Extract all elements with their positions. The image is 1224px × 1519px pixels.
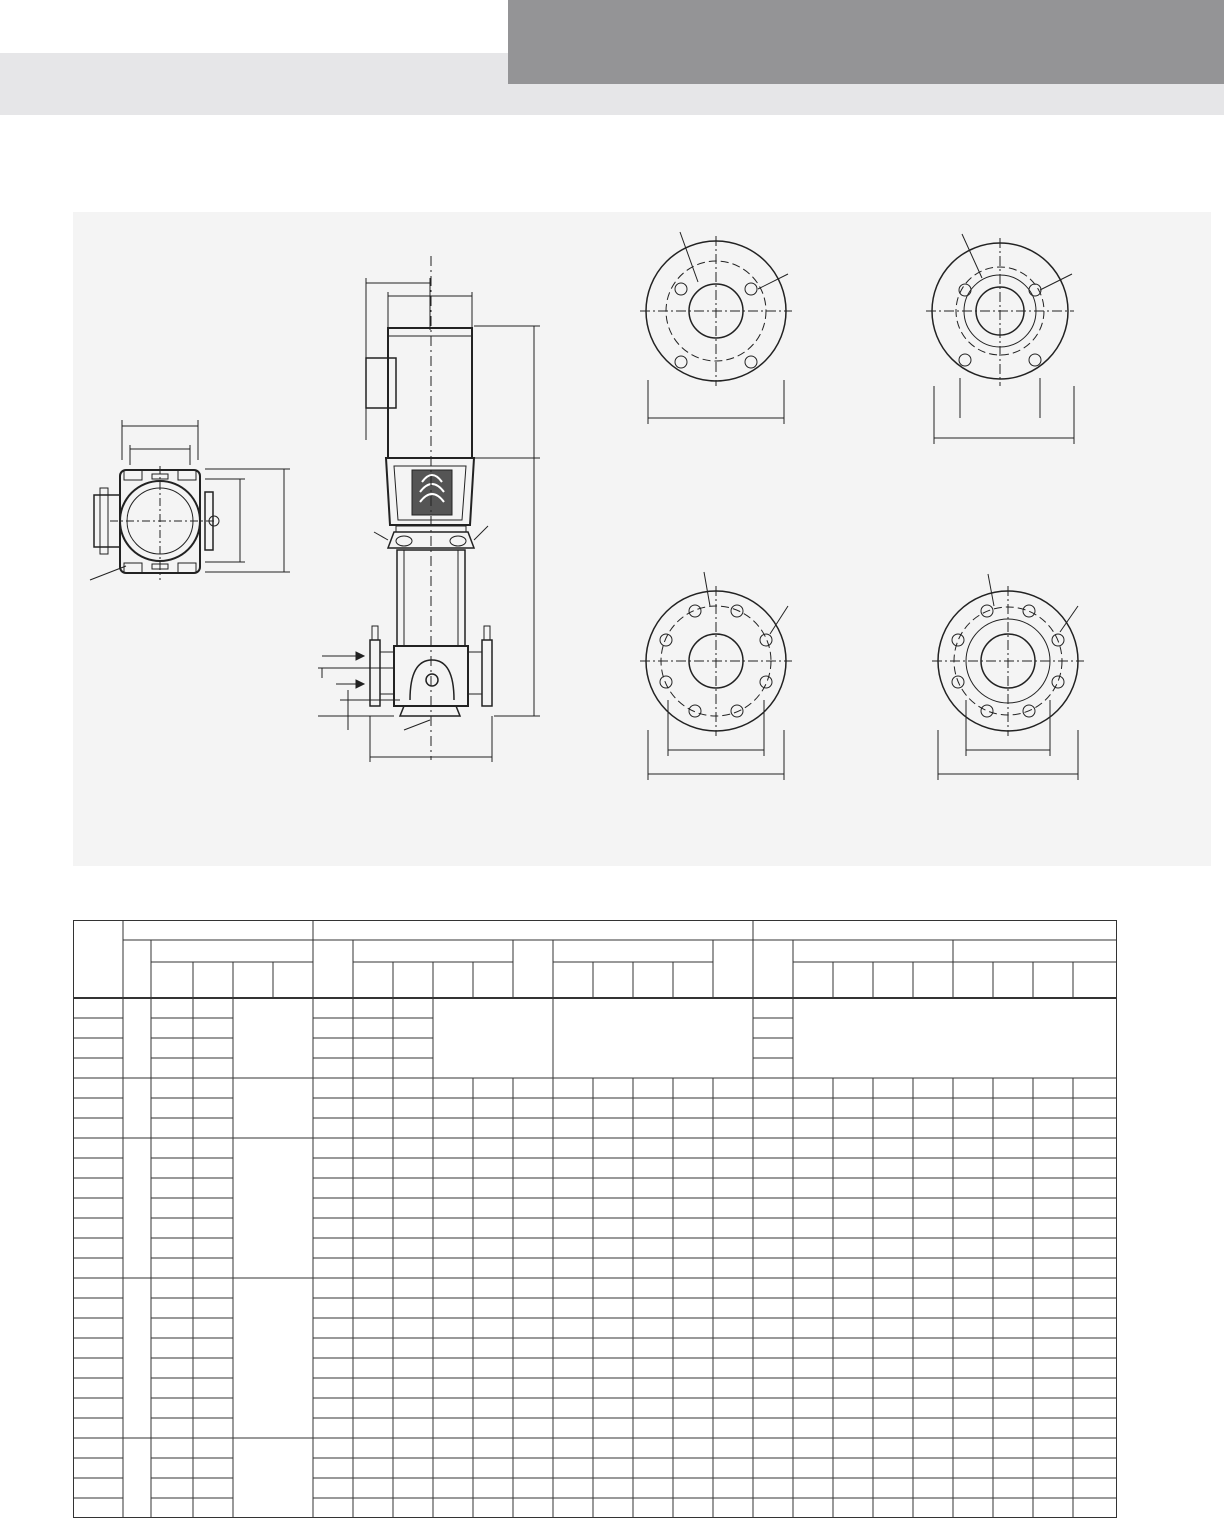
dimension-table bbox=[73, 920, 1117, 1518]
flange-8-bolt-plain bbox=[640, 572, 792, 780]
dimension-drawing-panel bbox=[73, 212, 1211, 866]
table-border bbox=[74, 921, 1117, 1518]
elevation-view bbox=[318, 256, 540, 762]
header-left-band bbox=[0, 53, 508, 115]
flange-8-bolt-raised bbox=[932, 574, 1084, 780]
flange-4-bolt-raised bbox=[926, 234, 1074, 444]
top-view bbox=[90, 420, 290, 580]
header-title-block bbox=[508, 0, 1224, 84]
header-subtitle-band bbox=[508, 84, 1224, 115]
flange-4-bolt-plain bbox=[640, 232, 792, 424]
